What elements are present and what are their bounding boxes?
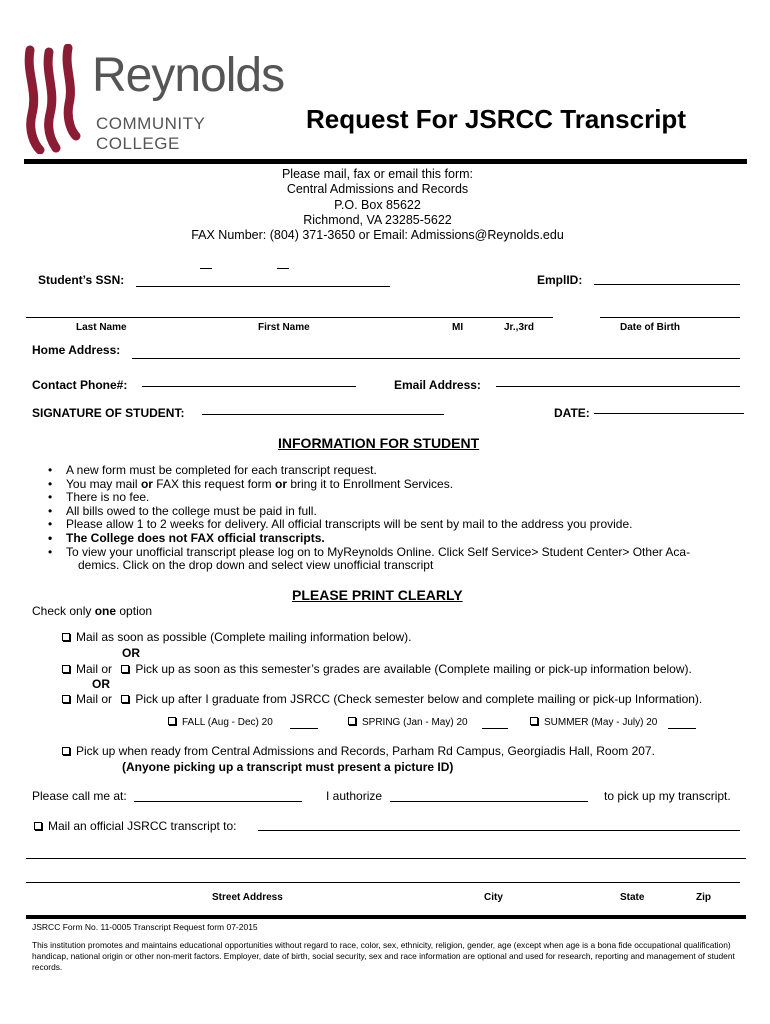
mail-info xyxy=(100,167,655,243)
mi-label: MI xyxy=(452,322,464,333)
checkbox-icon[interactable] xyxy=(62,747,70,755)
email-address-label: Email Address: xyxy=(394,378,481,392)
call-me-label: Please call me at: xyxy=(32,789,127,803)
footer-rule xyxy=(26,915,746,919)
print-heading: PLEASE PRINT CLEARLY xyxy=(292,587,463,603)
zip-label: Zip xyxy=(696,892,711,903)
state-label: State xyxy=(620,892,645,903)
call-me-field[interactable] xyxy=(134,801,302,802)
i-authorize-label: I authorize xyxy=(326,789,383,803)
mail-info-line: Central Admissions and Records xyxy=(286,182,469,197)
home-address-field[interactable] xyxy=(132,358,740,359)
checkbox-icon[interactable] xyxy=(62,633,70,641)
ssn-field[interactable] xyxy=(136,286,390,287)
mail-info-line: Please mail, fax or email this form: xyxy=(281,167,474,181)
dob-label: Date of Birth xyxy=(620,322,680,333)
mail-info-line: Richmond, VA 23285-5622 xyxy=(303,212,452,227)
header-rule xyxy=(24,159,747,164)
list-item: demics. Click on the drop down and select view unofficial transcript xyxy=(78,558,434,573)
info-bullets xyxy=(48,464,748,573)
option-mail-asap[interactable]: Mail as soon as possible (Complete mailing information below). xyxy=(62,630,411,644)
list-item: • To view your unofficial transcript please log on to MyReynolds Online. Click Self Service> Student Center> Other Aca- xyxy=(48,544,691,559)
semester-fall[interactable]: FALL (Aug - Dec) 20 xyxy=(168,717,273,728)
checkbox-icon[interactable] xyxy=(62,665,70,673)
option-pickup-graduate[interactable]: Mail or Pick up after I graduate from JSRCC (Check semester below and complete mailing or pick-up Information). xyxy=(62,692,702,706)
check-only-instruction: Check only one option xyxy=(32,604,153,618)
date-label: DATE: xyxy=(554,406,590,420)
logo-subtitle: COMMUNITY COLLEGE xyxy=(96,114,206,153)
form-number: JSRCC Form No. 11-0005 Transcript Request form 07-2015 xyxy=(32,922,258,932)
dob-field[interactable] xyxy=(600,317,740,318)
list-item: • The College does not FAX official transcripts. xyxy=(48,530,325,545)
checkbox-icon[interactable] xyxy=(34,822,42,830)
city-label: City xyxy=(484,892,503,903)
street-label: Street Address xyxy=(212,892,283,903)
checkbox-icon[interactable] xyxy=(168,717,176,725)
checkbox-icon[interactable] xyxy=(348,717,356,725)
list-item: • All bills owed to the college must be paid in full. xyxy=(48,503,317,518)
authorize-field[interactable] xyxy=(390,801,588,802)
ssn-dash-2 xyxy=(277,268,289,269)
spring-year-field[interactable] xyxy=(482,728,508,729)
fall-year-field[interactable] xyxy=(290,728,318,729)
first-name-label: First Name xyxy=(258,322,310,333)
list-item: • You may mail or FAX this request form or bring it to Enrollment Services. xyxy=(48,476,454,491)
last-name-label: Last Name xyxy=(76,322,127,333)
signature-field[interactable] xyxy=(202,414,444,415)
option-pickup-central[interactable]: Pick up when ready from Central Admissions and Records, Parham Rd Campus, Georgiadis Hall, Room 207. xyxy=(62,744,655,758)
mail-line-2[interactable] xyxy=(26,858,746,859)
home-address-label: Home Address: xyxy=(32,343,121,357)
mail-info-line: P.O. Box 85622 xyxy=(334,197,421,212)
picture-id-note: (Anyone picking up a transcript must present a picture ID) xyxy=(122,760,454,774)
suffix-label: Jr.,3rd xyxy=(504,322,535,333)
pickup-label: to pick up my transcript. xyxy=(604,789,731,803)
checkbox-icon[interactable] xyxy=(121,665,129,673)
mail-line-3[interactable] xyxy=(26,882,740,883)
disclaimer: This institution promotes and maintains educational opportunities without regard to race, color, sex, ethnicity, religion, gender, age (except when age is a bona fide occupational qualification) handicap, national origin or other non-merit factors. Employer, date of birth, social security, sex and race information are optional and used for research, reporting and management of student records. xyxy=(32,940,735,972)
name-field[interactable] xyxy=(26,317,553,318)
signature-label: SIGNATURE OF STUDENT: xyxy=(32,406,185,420)
semester-summer[interactable]: SUMMER (May - July) 20 xyxy=(530,717,657,728)
checkbox-icon[interactable] xyxy=(530,717,538,725)
checkbox-icon[interactable] xyxy=(121,695,129,703)
contact-phone-field[interactable] xyxy=(142,386,356,387)
info-heading: INFORMATION FOR STUDENT xyxy=(278,435,480,451)
or-label-2: OR xyxy=(92,677,110,691)
list-item: • There is no fee. xyxy=(48,490,150,505)
date-field[interactable] xyxy=(594,413,744,414)
option-pickup-semester[interactable]: Mail or Pick up as soon as this semester’s grades are available (Complete mailing or pick-up information below). xyxy=(62,662,692,676)
email-address-field[interactable] xyxy=(496,386,740,387)
or-label-1: OR xyxy=(122,646,140,660)
logo-mark-icon xyxy=(24,44,84,154)
college-logo xyxy=(24,44,294,154)
semester-spring[interactable]: SPRING (Jan - May) 20 xyxy=(348,717,468,728)
emplid-label: EmplID: xyxy=(537,273,583,287)
ssn-label: Student’s SSN: xyxy=(38,273,125,287)
checkbox-icon[interactable] xyxy=(62,695,70,703)
option-mail-official[interactable]: Mail an official JSRCC transcript to: xyxy=(34,819,237,833)
summer-year-field[interactable] xyxy=(668,728,696,729)
list-item: • A new form must be completed for each transcript request. xyxy=(48,463,377,477)
logo-name: Reynolds xyxy=(92,49,285,102)
page-title: Request For JSRCC Transcript xyxy=(306,104,686,134)
emplid-field[interactable] xyxy=(594,284,740,285)
mail-info-line: FAX Number: (804) 371-3650 or Email: Admissions@Reynolds.edu xyxy=(191,228,564,243)
mail-name-field[interactable] xyxy=(258,830,740,831)
ssn-dash-1 xyxy=(200,268,212,269)
list-item: • Please allow 1 to 2 weeks for delivery. All official transcripts will be sent by mail to the address you provide. xyxy=(48,517,633,532)
contact-phone-label: Contact Phone#: xyxy=(32,378,128,392)
